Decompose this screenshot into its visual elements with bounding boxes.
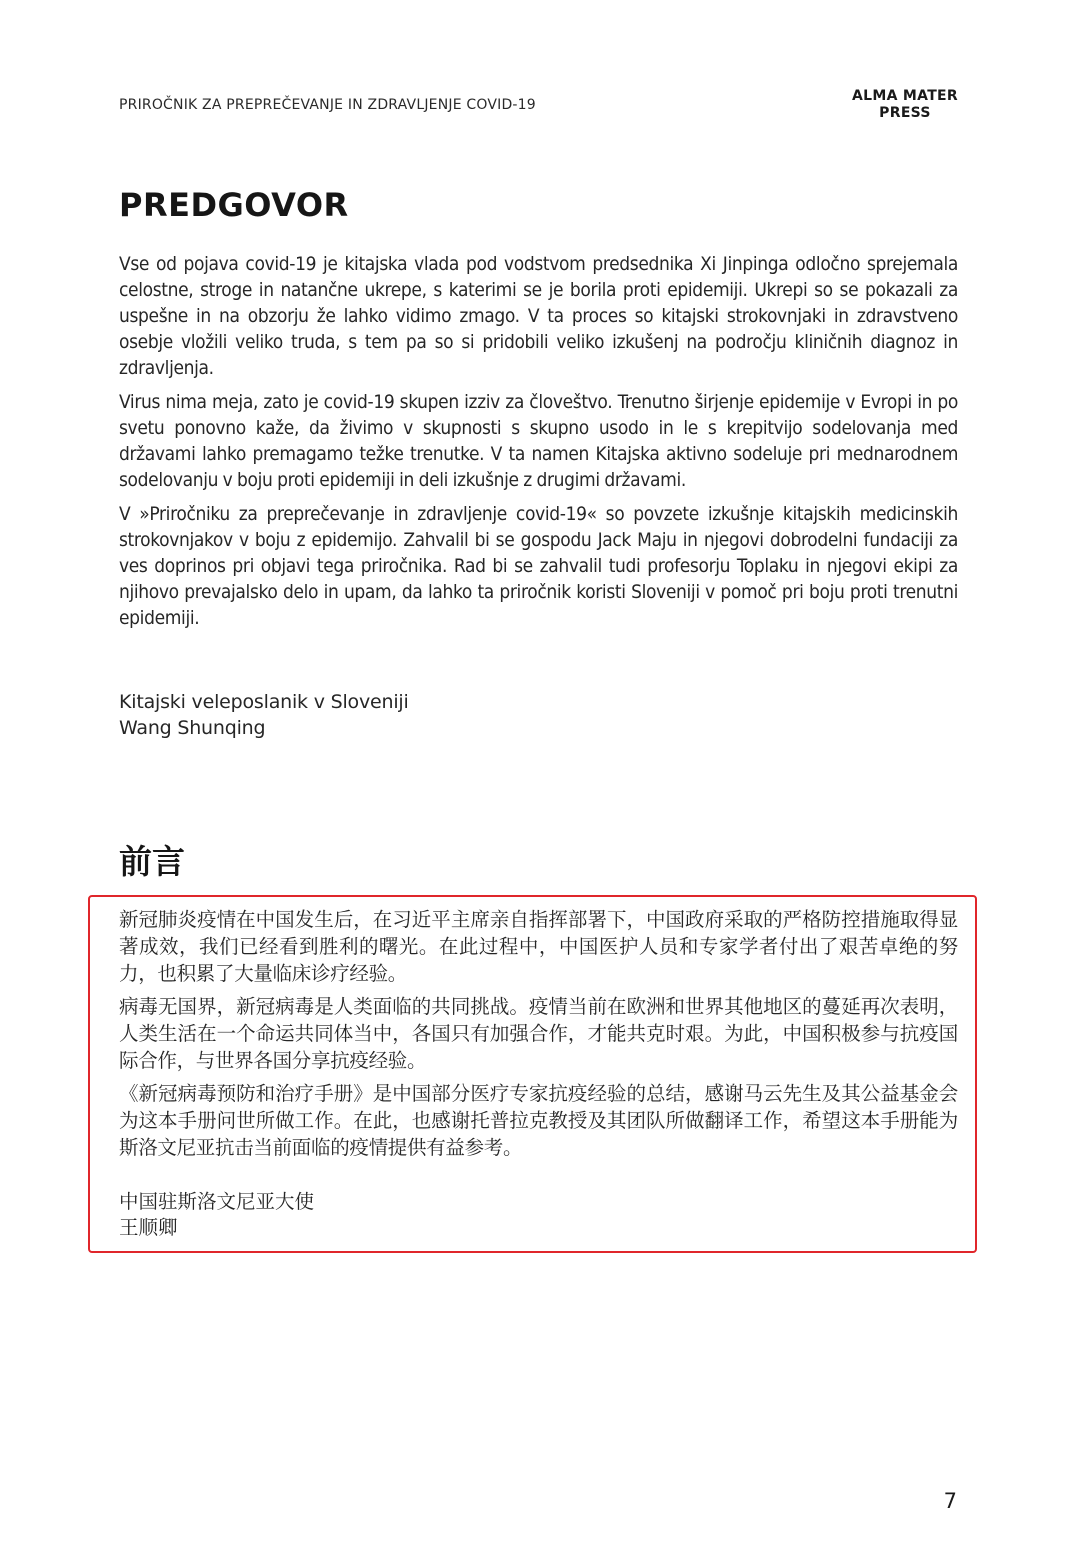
foreword-paragraph: 《新冠病毒预防和治疗手册》是中国部分医疗专家抗疫经验的总结，感谢马云先生及其公益基金会为这本手册问世所做工作。在此，也感谢托普拉克教授及其团队所做翻译工作，希望这本手册能为斯洛文尼亚抗击当前面临的疫情提供有益参考。 [119,1082,958,1159]
signature-role: Kitajski veleposlanik v Sloveniji [119,691,409,713]
page-number: 7 [943,1489,957,1513]
signature-name: 王顺卿 [119,1216,178,1239]
foreword-title-chinese: 前言 [119,842,185,881]
foreword-paragraph: Virus nima meja, zato je covid-19 skupen izziv za človeštvo. Trenutno širjenje epidemije v Evropi in po svetu ponovno kaže, da živimo v skupnosti s skupno usodo in le s krepitvijo sodelovanja med državami lahko premagamo težke trenutke. V ta namen Kitajska aktivno sodeluje pri mednarodnem sodelovanju v boju proti epidemiji in deli izkušnje z drugimi državami. [119,391,958,491]
signature-name: Wang Shunqing [119,717,266,739]
foreword-paragraph: V »Priročniku za preprečevanje in zdravljenje covid-19« so povzete izkušnje kitajskih medicinskih strokovnjakov v boju z epidemijo. Zahvalil bi se gospodu Jack Maju in njegovi dobrodelni fundaciji za ves doprinos pri objavi tega priročnika. Rad bi se zahvalil tudi profesorju Toplaku in njegovi ekipi za njihovo prevajalsko delo in upam, da lahko ta priročnik koristi Sloveniji v pomoč pri boju proti trenutni epidemiji. [119,503,958,629]
foreword-paragraph: Vse od pojava covid-19 je kitajska vlada pod vodstvom predsednika Xi Jinpinga odločno sprejemala celostne, stroge in natančne ukrepe, s katerimi se je borila proti epidemiji. Ukrepi so se pokazali za uspešne in na obzorju že lahko vidimo zmago. V ta proces so kitajski strokovnjaki in zdravstveno osebje vložili veliko truda, s tem pa so si pridobili veliko izkušenj na področju kliničnih diagnoz in zdravljenja. [119,253,958,379]
foreword-body-slovenian [119,251,958,639]
signature-chinese [119,1189,314,1241]
foreword-body-chinese [119,906,958,1167]
publisher-name-line1: ALMA MATER [852,88,958,104]
running-header-title: PRIROČNIK ZA PREPREČEVANJE IN ZDRAVLJENJE COVID-19 [119,97,536,113]
foreword-title-slovenian: PREDGOVOR [119,186,349,224]
foreword-paragraph: 新冠肺炎疫情在中国发生后，在习近平主席亲自指挥部署下，中国政府采取的严格防控措施取得显著成效，我们已经看到胜利的曙光。在此过程中，中国医护人员和专家学者付出了艰苦卓绝的努力，也积累了大量临床诊疗经验。 [119,908,958,985]
signature-role: 中国驻斯洛文尼亚大使 [119,1190,315,1213]
publisher-logo [852,88,958,122]
signature-slovenian [119,689,409,741]
publisher-name-line2: PRESS [879,105,931,121]
foreword-paragraph: 病毒无国界，新冠病毒是人类面临的共同挑战。疫情当前在欧洲和世界其他地区的蔓延再次表明，人类生活在一个命运共同体当中，各国只有加强合作，才能共克时艰。为此，中国积极参与抗疫国际合作，与世界各国分享抗疫经验。 [119,995,958,1072]
